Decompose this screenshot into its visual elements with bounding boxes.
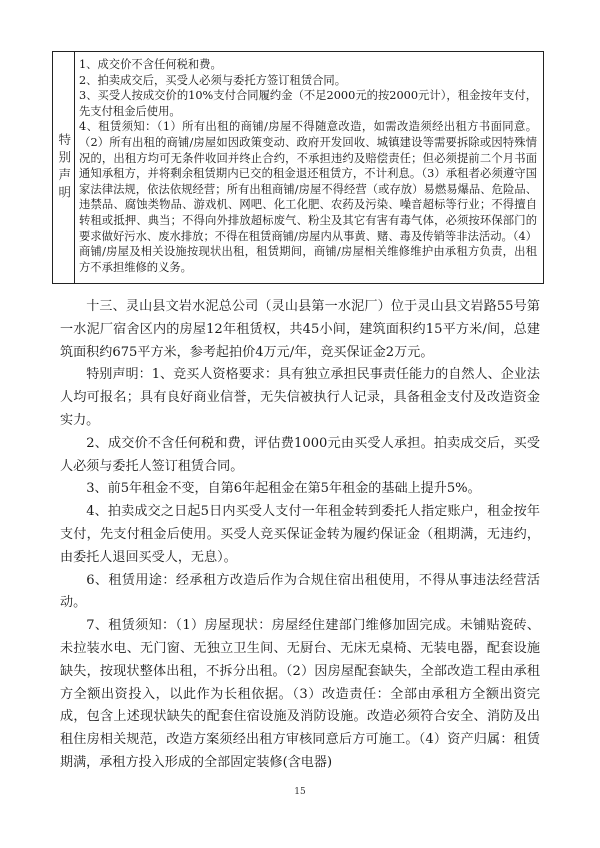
paragraph: 2、成交价不含任何税和费，评估费1000元由买受人承担。拍卖成交后，买受人必须与委托人签订租赁合同。 — [60, 435, 540, 474]
table-item: 2、拍卖成交后，买受人必须与委托方签订租赁合同。 — [79, 73, 347, 87]
body-text — [60, 296, 540, 775]
paragraph-item-13: 十三、灵山县文岩水泥总公司（灵山县第一水泥厂）位于灵山县文岩路55号第一水泥厂宿舍区内的房屋12年租赁权，共45小间，建筑面积约15平方米/间，总建筑面积约675平方米，参考起拍价4万元/年，竞买保证金2万元。 — [60, 299, 540, 360]
table-item: 1、成交价不含任何税和费。 — [79, 58, 222, 71]
paragraph: 4、拍卖成交之日起5日内买受人支付一年租金转到委托人指定账户，租金按年支付，先支付租金后使用。买受人竞买保证金转为履约保证金（租期满，无违约，由委托人退回买受人，无息）。 — [60, 504, 540, 565]
special-notice-table — [52, 51, 544, 284]
table-label-cell — [53, 52, 75, 283]
paragraph-special-notice: 特别声明：1、竞买人资格要求：具有独立承担民事责任能力的自然人、企业法人均可报名；具有良好商业信誉，无失信被执行人记录，具备租金支付及改造资金实力。 — [60, 367, 540, 428]
paragraph: 7、租赁须知：（1）房屋现状：房屋经住建部门维修加固完成。未铺贴瓷砖、未拉装水电、无门窗、无独立卫生间、无厨台、无床无桌椅、无装电器，配套设施缺失，按现状整体出租，不拆分出租。（2）因房屋配套缺失，全部改造工程由承租方全额出资投入，以此作为长租依据。（3）改造责任：全部由承租方全额出资完成，包含上述现状缺失的配套住宿设施及消防设施。改造必须符合安全、消防及出租住房相关规范，改造方案须经出租方审核同意后方可施工。（4）资产归属：租赁期满，承租方投入形成的全部固定装修(含电器) — [60, 618, 540, 770]
table-label: 特别声明 — [56, 132, 72, 203]
page-number: 15 — [294, 787, 306, 797]
table-item: 3、买受人按成交价的10%支付合同履约金（不足2000元的按2000元计），租金按年支付，先支付租金后使用。 — [79, 89, 537, 118]
paragraph: 6、租赁用途：经承租方改造后作为合规住宿出租使用，不得从事违法经营活动。 — [60, 572, 540, 611]
table-content-cell — [75, 52, 543, 283]
table-item: 4、租赁须知：（1）所有出租的商铺/房屋不得随意改造，如需改造须经出租方书面同意。（2）所有出租的商铺/房屋如因政策变动、政府开发回收、城镇建设等需要拆除或因特殊情况的，出租方均可无条件收回并终止合约，不承担违约及赔偿责任；但必须提前二个月书面通知承租方，并将剩余租赁期内已交的租金退还租赁方，不计利息。（3）承租者必须遵守国家法律法规，依法依规经营；所有出租商铺/房屋不得经营（或存放）易燃易爆品、危险品、违禁品、腐蚀类物品、游戏机、网吧、化工化肥、农药及污染、噪音超标等行业；不得擅自转租或抵押、典当；不得向外排放超标废气、粉尘及其它有害有毒气体，必须按环保部门的要求做好污水、废水排放；不得在租赁商铺/房屋内从事黄、赌、毒及传销等非法活动。（4）商铺/房屋及相关设施按现状出租，租赁期间，商铺/房屋相关维修维护由承租方负责，出租方不承担维修的义务。 — [79, 120, 537, 274]
paragraph: 3、前5年租金不变，自第6年起租金在第5年租金的基础上提升5%。 — [86, 481, 481, 497]
